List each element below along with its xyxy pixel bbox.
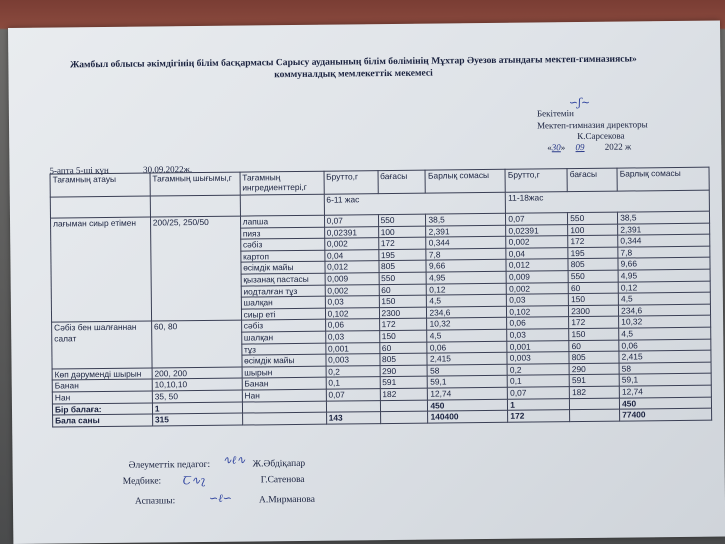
per-child-total-1: 450	[428, 399, 508, 411]
cell-sum-2: 4,5	[618, 292, 710, 305]
title-line-1: Жамбыл облысы әкімдігінің білім басқармасы Сарысу ауданының білім бөлімінің Мұхтар Әуезов атындағы мектеп-гимназиясы»	[69, 53, 637, 71]
cell-sum-2: 2,415	[619, 350, 711, 363]
header-cell: Брутто,г	[324, 171, 378, 195]
cell-price-1: 805	[378, 261, 426, 273]
cell-sum-1: 7,8	[426, 248, 506, 260]
header-cell: бағасы	[567, 168, 617, 192]
approval-year: 2022 ж	[604, 141, 632, 152]
cell-sum-1: 0,06	[427, 341, 507, 353]
cell-sum-2: 58	[619, 362, 711, 375]
cell-price-2: 550	[568, 212, 618, 224]
cell-brutto-1: 0,002	[324, 238, 378, 250]
cell-brutto-2: 0,102	[507, 305, 569, 317]
signature-scribble-icon: ∿ℓ∿	[222, 453, 246, 467]
cell-sum-1: 10,32	[427, 318, 507, 330]
cell-price-2: 172	[569, 316, 619, 328]
cell-price-2: 100	[568, 224, 618, 236]
dish-yield: 200/25, 250/50	[150, 216, 241, 321]
cell-price-1: 182	[380, 388, 428, 400]
header-cell: Тағамның атауы	[50, 173, 150, 197]
cell-brutto-2: 0,07	[506, 213, 568, 225]
cell-brutto-2: 0,03	[507, 294, 569, 306]
cell-ingredient: шырын	[242, 366, 326, 378]
cell-price-1: 60	[379, 342, 427, 354]
cell-brutto-2: 0,03	[507, 329, 569, 341]
per-child-value: 1	[152, 402, 242, 415]
cell-brutto-1: 0,001	[325, 342, 379, 354]
cell-sum-1: 12,74	[428, 387, 508, 399]
cell-sum-1: 2,415	[427, 352, 507, 364]
cell-sum-1: 0,344	[426, 236, 506, 248]
cell-brutto-2: 0,003	[507, 352, 569, 364]
cell-brutto-2: 0,07	[508, 387, 570, 399]
cell-ingredient: сәбіз	[240, 238, 324, 250]
cell-brutto-1: 0,1	[326, 377, 380, 389]
cell-price-2: 805	[569, 351, 619, 363]
cell-price-1: 100	[378, 226, 426, 238]
cell-price-2: 550	[568, 270, 618, 282]
cell-ingredient: лапша	[240, 215, 324, 227]
cell-price-1: 150	[379, 330, 427, 342]
cell-sum-1: 2,391	[426, 225, 506, 237]
cell-price-1: 550	[378, 214, 426, 226]
cell-ingredient: қызанақ пастасы	[241, 273, 325, 285]
cell-sum-1: 38,5	[426, 213, 506, 225]
cell-sum-1: 58	[428, 364, 508, 376]
cell-brutto-2: 0,002	[506, 282, 568, 294]
cell-ingredient: сәбіз	[241, 320, 325, 332]
dish-name: Сәбіз бен шалғаннан салат	[52, 321, 152, 368]
cell-sum-2: 0,12	[618, 281, 710, 294]
signature-scribble-icon: ∽ℓ∽	[208, 491, 233, 505]
cell-brutto-1: 0,102	[325, 307, 379, 319]
cell-sum-1: 4,5	[427, 329, 507, 341]
cell-ingredient: тұз	[241, 343, 325, 355]
cell-sum-2: 9,66	[618, 258, 710, 271]
cell-sum-1: 0,12	[427, 283, 507, 295]
approved-label: Бекітемін	[536, 108, 574, 119]
signature-name: Ж.Әбдіқапар	[252, 458, 306, 470]
cell-sum-2: 234,6	[619, 304, 711, 317]
cell-sum-2: 0,344	[618, 234, 710, 247]
cell-sum-1: 4,5	[427, 294, 507, 306]
children-count-3: 172	[508, 410, 570, 422]
cell-sum-2: 4,95	[618, 269, 710, 282]
signature-cook	[93, 494, 315, 507]
cell-brutto-2: 0,002	[506, 236, 568, 248]
age-group-2: 11-18жас	[506, 190, 710, 213]
cell-price-1: 172	[378, 237, 426, 249]
approval-block	[537, 107, 648, 143]
approver-position: Мектеп-гимназия директоры	[536, 118, 648, 130]
cell-brutto-1: 0,003	[326, 354, 380, 366]
age-group-1: 6-11 жас	[324, 192, 506, 215]
dish-yield: 35, 50	[152, 390, 242, 403]
children-total-1: 140400	[428, 410, 508, 422]
dish-yield: 60, 80	[151, 320, 241, 367]
per-child-value-2: 1	[508, 398, 570, 410]
director-signature-icon: ∽ʃ∼	[568, 95, 591, 110]
cell-sum-1: 234,6	[427, 306, 507, 318]
signature-scribble-icon: Ꞇ∿ʅ	[182, 473, 206, 488]
children-count-1: 315	[152, 413, 242, 426]
cell-price-1: 172	[379, 318, 427, 330]
per-child-total-2: 450	[620, 397, 712, 410]
header-cell: Барлық сомасы	[617, 167, 709, 191]
signature-role: Медбике:	[122, 476, 162, 487]
cell-price-2: 150	[569, 293, 619, 305]
children-total-2: 77400	[620, 408, 712, 421]
cell-price-1: 2300	[379, 307, 427, 319]
approver-name: К.Сарсекова	[577, 130, 625, 142]
cell-price-2: 150	[569, 328, 619, 340]
cell-ingredient: шалқан	[241, 296, 325, 308]
dish-group-1	[50, 211, 710, 322]
cell-ingredient: шалқан	[241, 331, 325, 343]
cell-brutto-1: 0,03	[325, 296, 379, 308]
dish-name: Банан	[52, 379, 152, 392]
document-title	[48, 53, 658, 83]
per-child-label: Бір балаға:	[52, 403, 152, 416]
cell-ingredient: картоп	[240, 250, 324, 262]
cell-price-2: 591	[569, 374, 619, 386]
cell-ingredient: өсімдік майы	[241, 262, 325, 274]
cell-sum-2: 10,32	[619, 316, 711, 329]
cell-price-2: 805	[568, 258, 618, 270]
approval-month: 09	[575, 141, 585, 153]
header-cell: Тағамның ингредиенттері,г	[240, 171, 324, 195]
dish-name: Нан	[52, 391, 152, 404]
cell-brutto-2: 0,2	[507, 363, 569, 375]
cell-price-2: 172	[568, 235, 618, 247]
approval-date: «30» 09 2022 ж	[547, 141, 632, 153]
cell-ingredient: Нан	[242, 389, 326, 401]
cell-ingredient: сиыр еті	[241, 308, 325, 320]
cell-brutto-2: 0,06	[507, 317, 569, 329]
header-cell: бағасы	[378, 170, 426, 194]
cell-sum-2: 59,1	[619, 373, 711, 386]
header-cell: Тағамның шығымы,г	[150, 172, 240, 196]
cell-price-2: 290	[569, 363, 619, 375]
cell-brutto-2: 0,012	[506, 259, 568, 271]
cell-ingredient: пияз	[240, 227, 324, 239]
dish-yield: 10,10,10	[152, 378, 242, 391]
cell-sum-1: 9,66	[426, 260, 506, 272]
document-sheet	[8, 21, 725, 544]
cell-brutto-1: 0,02391	[324, 226, 378, 238]
signature-name: Г.Сатенова	[260, 474, 305, 486]
cell-brutto-1: 0,07	[324, 215, 378, 227]
dish-name: Көп дәруменді шырын	[52, 368, 152, 381]
cell-price-2: 60	[569, 340, 619, 352]
children-count-2: 143	[326, 412, 380, 424]
dish-name: лағыман сиыр етімен	[50, 217, 151, 322]
cell-brutto-1: 0,07	[326, 389, 380, 401]
cell-sum-2: 0,06	[619, 339, 711, 352]
cell-ingredient: өсімдік майы	[242, 354, 326, 366]
cell-price-2: 2300	[569, 305, 619, 317]
cell-price-2: 182	[569, 386, 619, 398]
cell-sum-2: 12,74	[619, 385, 711, 398]
cell-brutto-1: 0,04	[324, 249, 378, 261]
menu-date: 30.09.2022ж.	[143, 164, 193, 175]
cell-brutto-1: 0,06	[325, 319, 379, 331]
cell-price-1: 150	[379, 295, 427, 307]
cell-brutto-2: 0,009	[506, 271, 568, 283]
cell-price-2: 60	[568, 282, 618, 294]
cell-brutto-2: 0,1	[507, 375, 569, 387]
signature-role: Әлеуметтік педагог:	[128, 459, 211, 471]
dish-yield: 200, 200	[152, 367, 242, 380]
week-day: 5-апта 5-ші күн	[49, 164, 109, 176]
cell-sum-2: 2,391	[618, 223, 710, 236]
cell-sum-1: 4,95	[427, 271, 507, 283]
cell-brutto-2: 0,001	[507, 340, 569, 352]
cell-price-2: 195	[568, 247, 618, 259]
dish-group-2	[52, 316, 711, 369]
cell-sum-2: 7,8	[618, 246, 710, 259]
header-cell: Брутто,г	[505, 169, 567, 193]
cell-price-1: 195	[378, 249, 426, 261]
cell-brutto-2: 0,04	[506, 247, 568, 259]
cell-sum-2: 4,5	[619, 327, 711, 340]
signature-role: Аспазшы:	[134, 496, 176, 507]
cell-brutto-1: 0,2	[326, 365, 380, 377]
cell-price-1: 591	[380, 376, 428, 388]
cell-brutto-2: 0,02391	[506, 224, 568, 236]
signature-name: А.Мирманова	[258, 494, 315, 506]
cell-price-1: 805	[379, 353, 427, 365]
cell-brutto-1: 0,03	[325, 331, 379, 343]
signature-social	[93, 458, 306, 471]
children-label: Бала саны	[53, 414, 153, 427]
header-cell: Барлық сомасы	[425, 169, 505, 193]
cell-price-1: 290	[380, 365, 428, 377]
cell-brutto-1: 0,012	[325, 261, 379, 273]
cell-sum-1: 59,1	[428, 376, 508, 388]
cell-ingredient: Банан	[242, 378, 326, 390]
cell-price-1: 60	[379, 284, 427, 296]
cell-ingredient: иодталған тұз	[241, 285, 325, 297]
cell-brutto-1: 0,009	[325, 273, 379, 285]
cell-sum-2: 38,5	[618, 211, 710, 224]
menu-table	[49, 164, 713, 428]
title-line-2: коммуналдық мемлекеттік мекемесі	[274, 67, 433, 81]
approval-day: 30	[551, 142, 561, 153]
cell-price-1: 550	[379, 272, 427, 284]
cell-brutto-1: 0,002	[325, 284, 379, 296]
